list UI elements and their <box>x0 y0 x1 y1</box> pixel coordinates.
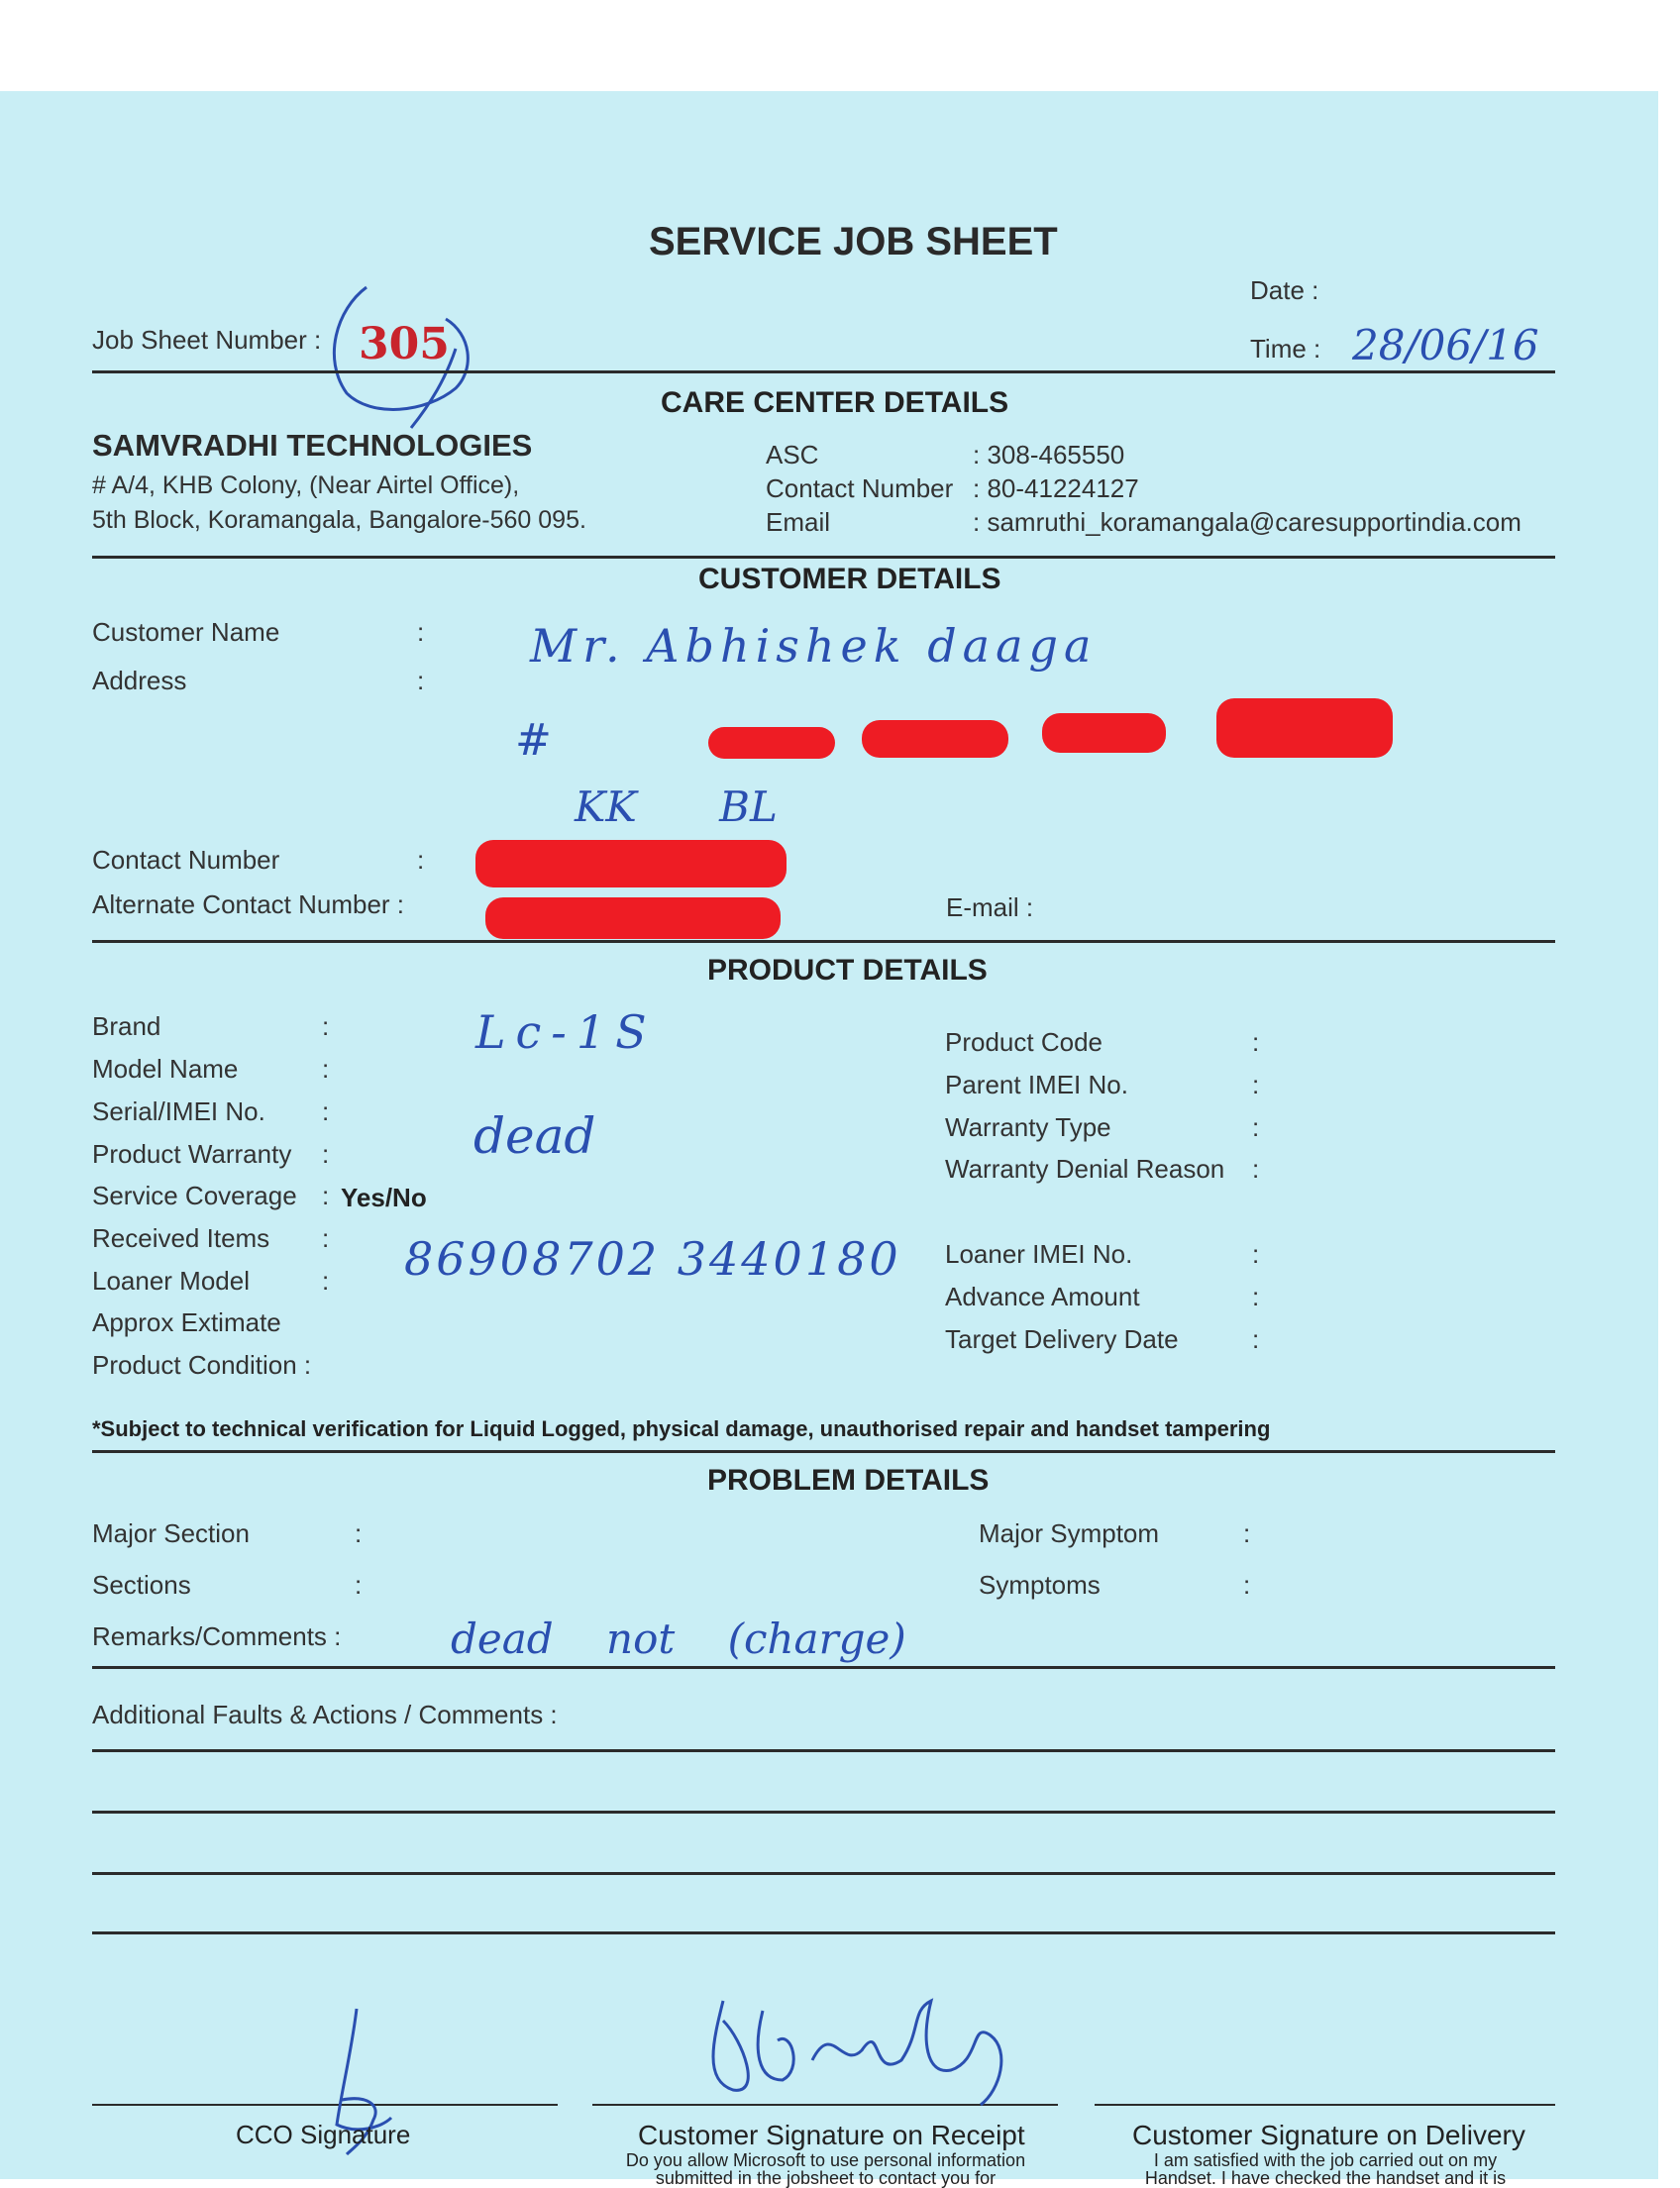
service-coverage-value: Yes/No <box>341 1183 427 1212</box>
service-coverage-label: Service Coverage <box>92 1181 297 1210</box>
problem-details-title: PROBLEM DETAILS <box>707 1464 990 1497</box>
target-delivery-label: Target Delivery Date <box>945 1324 1179 1354</box>
customer-receipt-signature <box>683 1981 1040 2110</box>
colon: : <box>322 1223 330 1253</box>
handwritten-address-line1: # <box>515 715 552 766</box>
redaction-mark <box>1216 698 1393 758</box>
received-items-label: Received Items <box>92 1223 270 1253</box>
colon: : <box>1252 1070 1260 1099</box>
handwritten-circle-mark <box>317 279 485 438</box>
delivery-signature-label: Customer Signature on Delivery <box>1132 2120 1525 2150</box>
colon: : <box>1243 1518 1251 1548</box>
handwritten-warranty: dead <box>473 1107 596 1165</box>
asc-label: ASC <box>766 440 819 469</box>
customer-details-title: CUSTOMER DETAILS <box>698 563 1001 595</box>
job-sheet-number-label: Job Sheet Number : <box>92 325 322 355</box>
handwritten-brand: Lc-1S <box>475 1005 657 1059</box>
warranty-type-label: Warranty Type <box>945 1112 1111 1142</box>
parent-imei-label: Parent IMEI No. <box>945 1070 1128 1099</box>
divider <box>92 370 1555 373</box>
colon: : <box>417 666 425 695</box>
company-address-line2: 5th Block, Koramangala, Bangalore-560 095. <box>92 506 586 534</box>
model-name-label: Model Name <box>92 1054 239 1084</box>
divider <box>92 940 1555 943</box>
page-title: SERVICE JOB SHEET <box>649 220 1058 263</box>
comment-line <box>92 1872 1555 1875</box>
product-details-title: PRODUCT DETAILS <box>707 954 988 987</box>
colon: : <box>1252 1027 1260 1057</box>
time-label: Time : <box>1250 334 1321 364</box>
loaner-model-label: Loaner Model <box>92 1266 250 1296</box>
colon: : <box>1252 1324 1260 1354</box>
company-name: SAMVRADHI TECHNOLOGIES <box>92 428 533 463</box>
delivery-consent-text: I am satisfied with the job carried out on my Handset. I have checked the handset and it is <box>1144 2150 1507 2188</box>
handwritten-address-line2: KK BL <box>575 782 778 831</box>
address-label: Address <box>92 666 187 695</box>
customer-email-label: E-mail : <box>946 892 1034 922</box>
colon: : <box>355 1570 363 1600</box>
redaction-mark <box>485 897 781 939</box>
signature-line-delivery <box>1095 2104 1555 2106</box>
colon: : <box>1252 1154 1260 1184</box>
major-section-label: Major Section <box>92 1518 250 1548</box>
colon: : <box>322 1139 330 1169</box>
handwritten-customer-name: Mr. Abhishek daaga <box>530 619 1098 673</box>
colon: : <box>1243 1570 1251 1600</box>
approx-estimate-label: Approx Extimate <box>92 1307 281 1337</box>
contact-number-label: Contact Number <box>92 845 280 875</box>
colon: : <box>322 1054 330 1084</box>
care-contact-value: : 80-41224127 <box>973 473 1139 503</box>
advance-amount-label: Advance Amount <box>945 1282 1140 1311</box>
redaction-mark <box>862 720 1008 758</box>
handwritten-remarks: dead not (charge) <box>451 1615 906 1663</box>
colon: : <box>322 1011 330 1041</box>
comment-line <box>92 1811 1555 1814</box>
product-code-label: Product Code <box>945 1027 1102 1057</box>
care-email-value: : samruthi_koramangala@caresupportindia.com <box>973 507 1522 537</box>
care-contact-label: Contact Number <box>766 473 954 503</box>
colon: : <box>417 617 425 647</box>
asc-value: : 308-465550 <box>973 440 1125 469</box>
care-email-label: Email <box>766 507 831 537</box>
job-sheet-number: 305 <box>359 319 450 369</box>
remarks-label: Remarks/Comments : <box>92 1621 342 1651</box>
divider <box>92 556 1555 559</box>
disclaimer-text: *Subject to technical verification for Liquid Logged, physical damage, unauthorised repair and handset tampering <box>92 1416 1271 1441</box>
handwritten-imei: 86908702 3440180 <box>404 1232 901 1286</box>
brand-label: Brand <box>92 1011 161 1041</box>
divider <box>92 1666 1555 1669</box>
cco-signature-label: CCO Signature <box>236 2120 411 2149</box>
receipt-signature-label: Customer Signature on Receipt <box>638 2120 1025 2150</box>
colon: : <box>1252 1239 1260 1269</box>
comment-line <box>92 1931 1555 1934</box>
customer-name-label: Customer Name <box>92 617 280 647</box>
colon: : <box>417 845 425 875</box>
colon: : <box>322 1181 330 1210</box>
product-warranty-label: Product Warranty <box>92 1139 292 1169</box>
product-condition-label: Product Condition : <box>92 1350 312 1380</box>
redaction-mark <box>1042 713 1166 753</box>
redaction-mark <box>708 727 835 759</box>
colon: : <box>1252 1112 1260 1142</box>
colon: : <box>1252 1282 1260 1311</box>
redaction-mark <box>475 840 787 887</box>
major-symptom-label: Major Symptom <box>979 1518 1160 1548</box>
comment-line <box>92 1749 1555 1752</box>
sections-label: Sections <box>92 1570 191 1600</box>
colon: : <box>355 1518 363 1548</box>
divider <box>92 1450 1555 1453</box>
loaner-imei-label: Loaner IMEI No. <box>945 1239 1133 1269</box>
colon: : <box>322 1266 330 1296</box>
serial-imei-label: Serial/IMEI No. <box>92 1096 265 1126</box>
care-center-title: CARE CENTER DETAILS <box>661 386 1009 419</box>
receipt-consent-text: Do you allow Microsoft to use personal information submitted in the jobsheet to contact you for <box>625 2150 1026 2188</box>
additional-faults-label: Additional Faults & Actions / Comments : <box>92 1700 558 1729</box>
warranty-denial-label: Warranty Denial Reason <box>945 1154 1225 1184</box>
alt-contact-label: Alternate Contact Number : <box>92 889 405 919</box>
symptoms-label: Symptoms <box>979 1570 1101 1600</box>
company-address-line1: # A/4, KHB Colony, (Near Airtel Office), <box>92 471 520 499</box>
handwritten-date: 28/06/16 <box>1352 321 1539 369</box>
date-label: Date : <box>1250 275 1319 305</box>
colon: : <box>322 1096 330 1126</box>
